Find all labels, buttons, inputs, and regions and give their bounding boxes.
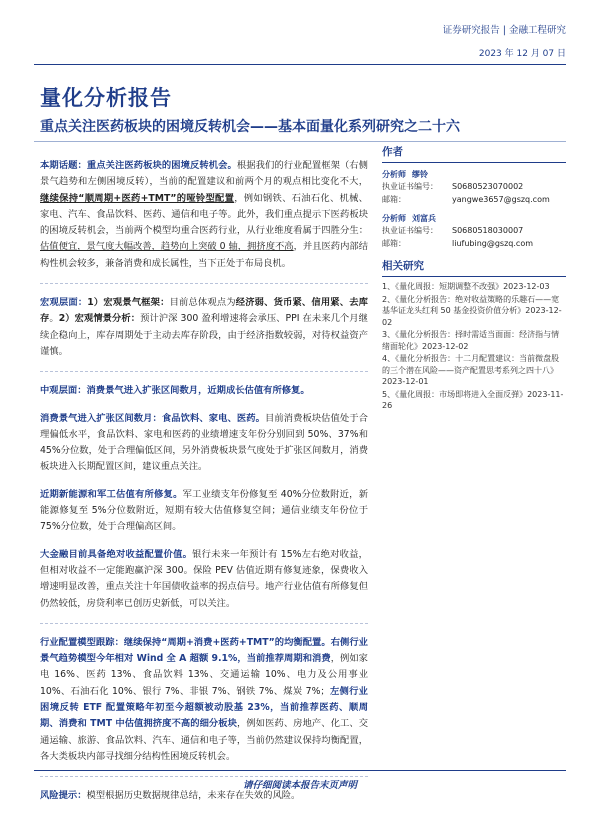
topic-bold: 重点关注医药板块的困境反转机会。	[86, 160, 237, 171]
paragraph-finance	[40, 547, 368, 612]
email-label: 邮箱：	[382, 194, 406, 204]
analyst-name-row	[382, 168, 566, 181]
related-item[interactable]: 3、《量化分析报告：择时需适当面面：经济指与情绪面轮化》2023-12-02	[382, 330, 560, 351]
header-divider	[34, 64, 566, 65]
topic-text-2: ，例如钢铁、石油石化、机械、家电、汽车、食品饮料、医药、通信和电子等。此外，我们重点提示下医药板块的困境反转机会，当前两个模型均重合医药行业，从行业维度看属于四胜分生：	[40, 192, 368, 237]
topic-text: 根据我们的行业配置框架（右侧景气趋势和左侧困境反转），当前的配置建议和前两个月的观点相比变化不大，	[40, 160, 368, 188]
model-text-2: ，例如医药、房地产、化工、交通运输、旅游、食品饮料、汽车、通信和电子等，当前仍然建议保持均衡配置，各大类板块内部寻找细分结构性困境反转机会。	[40, 718, 368, 762]
analyst-name-row	[382, 212, 566, 225]
paragraph-consumer	[40, 411, 368, 476]
analyst-block	[382, 212, 566, 250]
model-text-1: ，例如家电 16%、医药 13%、食品饮料 13%、交通运输 10%、电力及公用事业 10%、石油石化 10%、银行 7%、非银 7%、钢铁 7%、煤炭 7%；	[40, 653, 368, 697]
meso-lead: 中观层面：	[40, 385, 87, 397]
section-divider	[40, 371, 368, 372]
newenergy-text: 军工业绩支年份修复至 40%分位数附近，新能源修复至 5%分位数附近，短期有较大估值修复空间；通信业绩支年份位于 75%分位数，处于合理偏高区间。	[40, 488, 368, 533]
footer-divider	[34, 770, 566, 771]
meso-text: 消费景气进入扩张区间数月，近期成长估值有所修复。	[86, 385, 310, 397]
model-bold-3: 左侧行业困境反转 ETF 配置策略年初至今超额被动股基 23%，当前推荐医药、顺周期、消费和 TMT 中估值拥挤度不高的细分板块	[40, 685, 368, 730]
consumer-lead: 消费景气进入扩张区间数月：	[40, 412, 162, 424]
macro-text-1: 目前总体观点为	[169, 297, 236, 309]
model-bold-2: 右侧行业景气趋势模型今年相对 Wind 全 A 超额 9.1%，当前推荐周期和消费	[40, 636, 368, 665]
title-divider	[34, 141, 566, 142]
macro-bold-3: 2）宏观情景分析：	[58, 313, 141, 325]
related-item[interactable]: 5、《量化周报：市场即将进入全面反弹》2023-11-26	[382, 389, 564, 410]
analyst-block	[382, 168, 566, 206]
risk-text: 模型根据历史数据规律总结，未来存在失效的风险。	[86, 790, 301, 802]
macro-text-3: 预计沪深 300 盈利增速将会承压、PPI 在未来几个月继续企稳向上，库存周期处于主动去库存阶段，由于经济指数较弱，对待权益资产谨慎。	[40, 313, 368, 357]
macro-text-2: 。	[49, 313, 59, 325]
paragraph-model	[40, 635, 368, 765]
analyst-cert-row	[382, 225, 566, 238]
analyst-name: 刘富兵	[412, 214, 436, 223]
main-content	[40, 158, 368, 816]
paragraph-newenergy	[40, 487, 368, 536]
cert-label: 执业证书编号：	[382, 226, 438, 235]
analyst-name: 缪铃	[412, 170, 428, 179]
model-lead: 行业配置模型跟踪：	[40, 636, 124, 648]
analyst-role: 分析师	[382, 214, 406, 223]
cert-number: S0680523070002	[452, 182, 524, 191]
consumer-bold: 食品饮料、家电、医药。	[161, 412, 265, 424]
topic-lead: 本期话题：	[40, 160, 87, 171]
topic-text-3: ，并且医药内部结构性机会较多，兼备消费和成长属性，当下正处于布局良机。	[40, 241, 368, 269]
paragraph-meso	[40, 383, 368, 399]
consumer-text: 目前消费板块估值处于合理偏低水平，食品饮料、家电和医药的业绩增速支年份分别回到 50%、37%和 45%分位数，处于合理偏低区间，另外消费板块景气度处于扩张区间数月，消费板块进入长期配置区间，建议重点关注。	[40, 412, 368, 473]
topic-underline-2: 估值便宜，景气度大幅改善，趋势向上突破 0 轴，拥挤度不高	[40, 241, 294, 253]
finance-lead: 大金融目前具备绝对收益配置价值。	[40, 548, 193, 560]
report-type-heading: 量化分析报告	[40, 86, 172, 110]
risk-lead: 风险提示：	[40, 790, 87, 802]
model-bold-1: 继续保持“周期+消费+医药+TMT”的均衡配置。	[123, 636, 331, 648]
cert-label: 执业证书编号：	[382, 182, 438, 191]
report-date: 2023 年 12 月 07 日	[478, 49, 566, 59]
paragraph-topic	[40, 158, 368, 272]
section-divider	[40, 623, 368, 624]
section-divider	[40, 283, 368, 284]
related-item[interactable]: 4、《量化分析报告：十二月配置建议：当前微盘股的三个潜在风险——资产配置思考系列之四十八》2023-12-01	[382, 354, 560, 386]
paragraph-macro	[40, 295, 368, 360]
analyst-email-row	[382, 194, 566, 207]
email-link[interactable]: yangwe3657@gszq.com	[452, 194, 550, 204]
macro-bold-2: 经济弱、货币紧、信用紧、去库存	[40, 297, 368, 325]
authors-heading: 作者	[382, 144, 566, 163]
report-title: 重点关注医药板块的困境反转机会——基本面量化系列研究之二十六	[40, 119, 460, 135]
cert-number: S0680518030007	[452, 226, 524, 235]
analyst-email-row	[382, 238, 566, 251]
report-category: 证券研究报告 | 金融工程研究	[442, 25, 566, 36]
related-heading: 相关研究	[382, 258, 566, 277]
newenergy-lead: 近期新能源和军工估值有所修复。	[40, 488, 183, 500]
related-item[interactable]: 1、《量化周报：短期调整不改强》2023-12-03	[382, 282, 550, 291]
related-item[interactable]: 2、《量化分析报告：绝对收益策略的乐趣石——宽基华证龙头红利 50 基金投资价值分析》2023-12-02	[382, 294, 562, 327]
email-link[interactable]: liufubing@gszq.com	[452, 238, 534, 248]
finance-text: 银行未来一年预计有 15%左右绝对收益，但相对收益不一定能跑赢沪深 300。保险 PEV 估值近期有修复迹象，保费收入增速明显改善，重点关注十年国债收益率的拐点信号。地产行业估值有所修复但仍然较低，房贷利率已创历史新低，可以关注。	[40, 548, 368, 609]
macro-lead: 宏观层面：	[40, 297, 88, 309]
analyst-cert-row	[382, 181, 566, 194]
analyst-role: 分析师	[382, 170, 406, 179]
footer-disclaimer: 请仔细阅读本报告末页声明	[242, 780, 357, 791]
topic-underline-1: 继续保持“顺周期+医药+TMT”的哑铃型配置	[40, 192, 235, 204]
email-label: 邮箱：	[382, 238, 406, 248]
sidebar	[382, 144, 566, 413]
macro-bold-1: 1）宏观景气框架：	[87, 297, 170, 309]
